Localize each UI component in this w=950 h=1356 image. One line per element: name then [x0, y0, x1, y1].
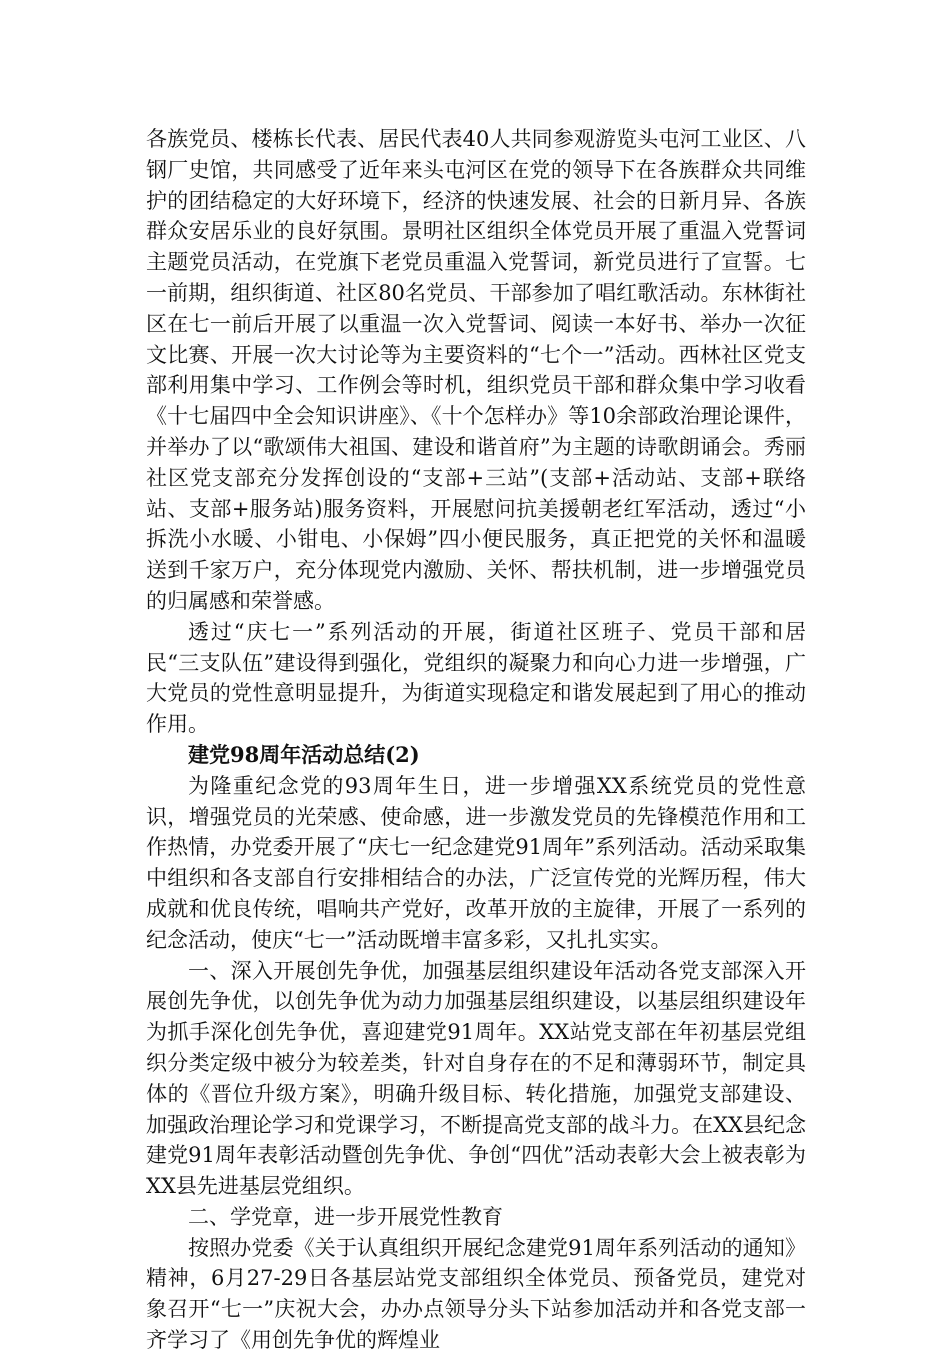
- document-body: [146, 124, 806, 1356]
- paragraph-activity-summary: 透过“庆七一”系列活动的开展，街道社区班子、党员干部和居民“三支队伍”建设得到强化，党组织的凝聚力和向心力进一步增强，广大党员的党性意明显提升，为街道实现稳定和谐发展起到了用心的推动作用。: [146, 619, 806, 737]
- paragraph-section-two-title: 二、学党章，进一步开展党性教育: [188, 1204, 503, 1229]
- paragraph-community-activities: 各族党员、楼栋长代表、居民代表40人共同参观游览头屯河工业区、八钢厂史馆，共同感受了近年来头屯河区在党的领导下在各族群众共同维护的团结稳定的大好环境下，经济的快速发展、社会的日新月异、各族群众安居乐业的良好氛围。景明社区组织全体党员开展了重温入党誓词主题党员活动，在党旗下老党员重温入党誓词，新党员进行了宣誓。七一前期，组织街道、社区80名党员、干部参加了唱红歌活动。东林街社区在七一前后开展了以重温一次入党誓词、阅读一本好书、举办一次征文比赛、开展一次大讨论等为主要资料的“七个一”活动。西林社区党支部利用集中学习、工作例会等时机，组织党员干部和群众集中学习收看《十七届四中全会知识讲座》、《十个怎样办》等10余部政治理论课件，并举办了以“歌颂伟大祖国、建设和谐首府”为主题的诗歌朗诵会。秀丽社区党支部充分发挥创设的“支部+三站”(支部+活动站、支部+联络站、支部+服务站)服务资料，开展慰问抗美援朝老红军活动，透过“小拆洗小水暖、小钳电、小保姆”四小便民服务，真正把党的关怀和温暖送到千家万户，充分体现党内激励、关怀、帮扶机制，进一步增强党员的归属感和荣誉感。: [146, 127, 806, 613]
- section-heading: 建党98周年活动总结(2): [188, 741, 420, 767]
- paragraph-section-two-body: 按照办党委《关于认真组织开展纪念建党91周年系列活动的通知》精神，6月27-29日各基层站党支部组织全体党员、预备党员，建党对象召开“七一”庆祝大会，办办点领导分头下站参加活动并和各党支部一齐学习了《用创先争优的辉煌业: [146, 1235, 806, 1353]
- paragraph-intro: 为隆重纪念党的93周年生日，进一步增强XX系统党员的党性意识，增强党员的光荣感、使命感，进一步激发党员的先锋模范作用和工作热情，办党委开展了“庆七一纪念建党91周年”系列活动。活动采取集中组织和各支部自行安排相结合的办法，广泛宣传党的光辉历程，伟大成就和优良传统，唱响共产党好，改革开放的主旋律，开展了一系列的纪念活动，使庆“七一”活动既增丰富多彩，又扎扎实实。: [146, 773, 806, 952]
- paragraph-section-one: 一、深入开展创先争优，加强基层组织建设年活动各党支部深入开展创先争优，以创先争优为动力加强基层组织建设，以基层组织建设年为抓手深化创先争优，喜迎建党91周年。XX站党支部在年初基层党组织分类定级中被分为较差类，针对自身存在的不足和薄弱环节，制定具体的《晋位升级方案》，明确升级目标、转化措施，加强党支部建设、加强政治理论学习和党课学习，不断提高党支部的战斗力。在XX县纪念建党91周年表彰活动暨创先争优、争创“四优”活动表彰大会上被表彰为XX县先进基层党组织。: [146, 958, 806, 1199]
